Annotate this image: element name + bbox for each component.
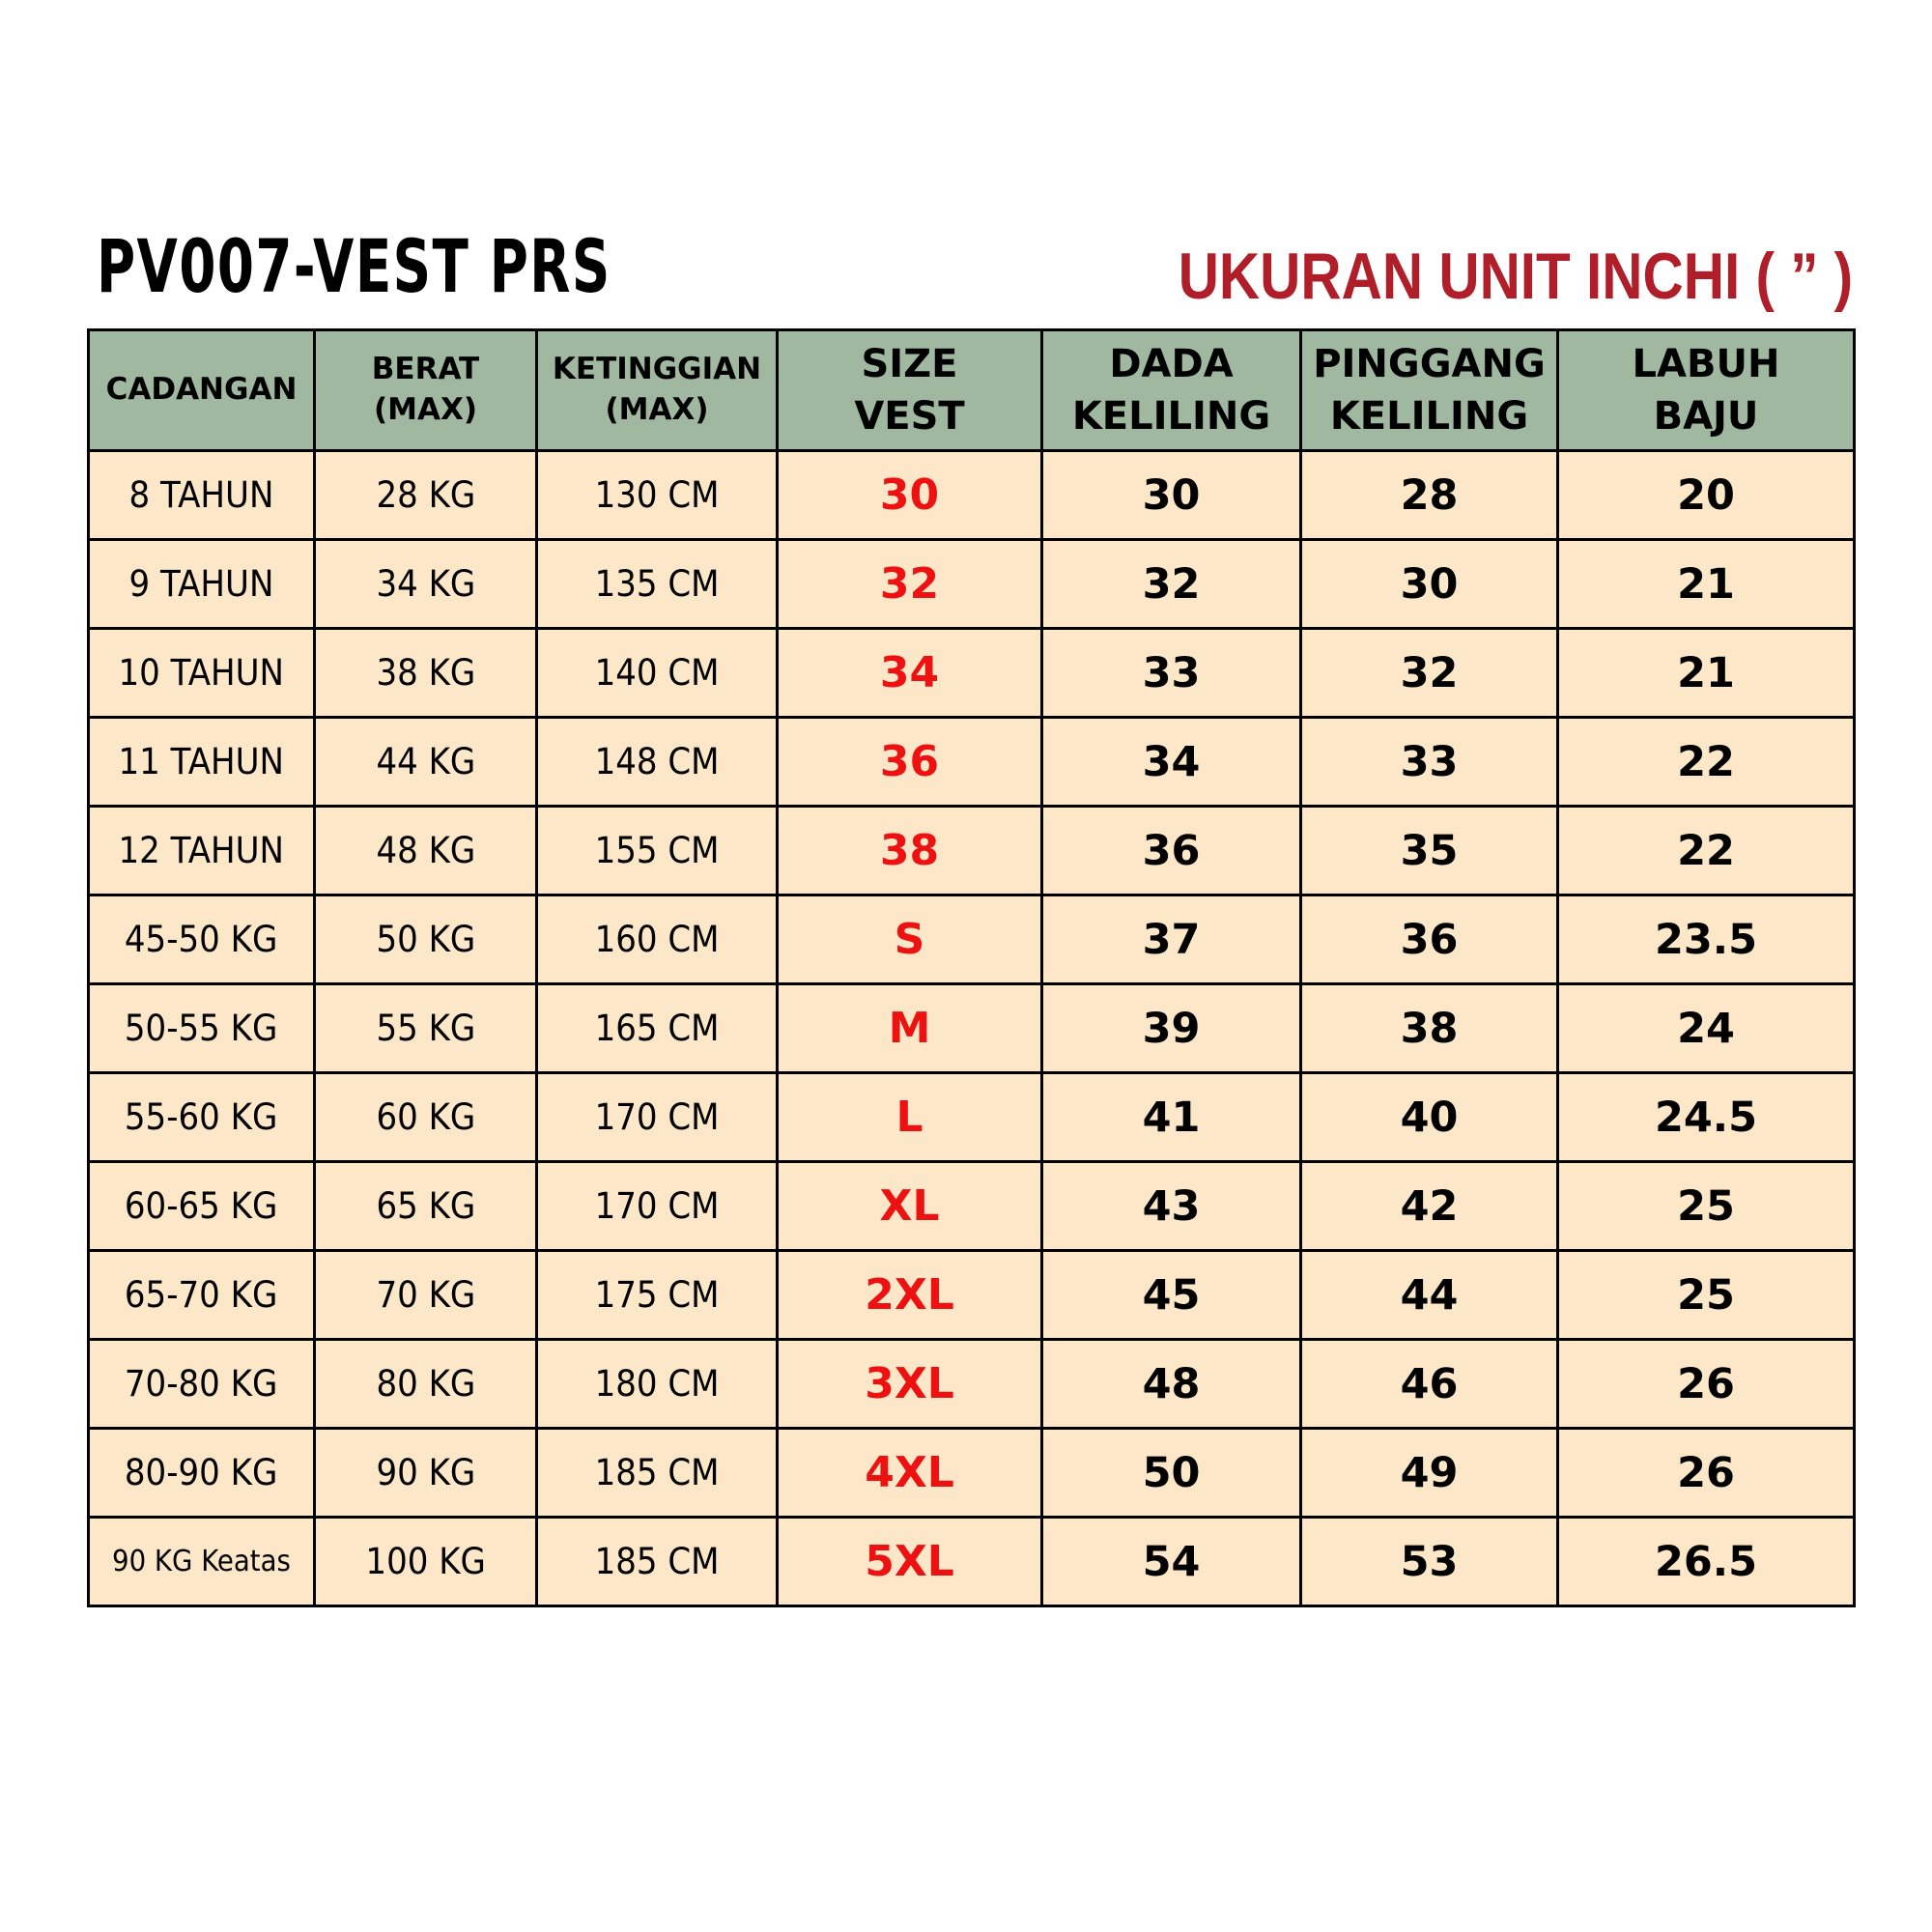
- cell-cadangan: 11 TAHUN: [89, 718, 315, 807]
- table-row: [89, 451, 1855, 540]
- cell-berat: 48 KG: [315, 807, 537, 895]
- cell-ketinggian: 175 CM: [537, 1251, 778, 1340]
- cell-size-vest: 34: [778, 629, 1042, 718]
- cell-dada-keliling: 48: [1042, 1340, 1301, 1429]
- table-row: [89, 1073, 1855, 1162]
- cell-cadangan: 65-70 KG: [89, 1251, 315, 1340]
- column-header-pinggang-keliling: PINGGANG KELILING: [1301, 330, 1558, 451]
- cell-dada-keliling: 33: [1042, 629, 1301, 718]
- table-row: [89, 807, 1855, 895]
- table-row: [89, 1340, 1855, 1429]
- column-header-size-vest: SIZE VEST: [778, 330, 1042, 451]
- cell-berat: 28 KG: [315, 451, 537, 540]
- cell-berat: 55 KG: [315, 984, 537, 1073]
- cell-cadangan: 70-80 KG: [89, 1340, 315, 1429]
- table-row: [89, 984, 1855, 1073]
- cell-pinggang-keliling: 40: [1301, 1073, 1558, 1162]
- cell-size-vest: M: [778, 984, 1042, 1073]
- cell-pinggang-keliling: 42: [1301, 1162, 1558, 1251]
- cell-cadangan: 45-50 KG: [89, 895, 315, 984]
- cell-berat: 90 KG: [315, 1429, 537, 1518]
- cell-ketinggian: 185 CM: [537, 1429, 778, 1518]
- cell-ketinggian: 185 CM: [537, 1518, 778, 1606]
- cell-size-vest: 38: [778, 807, 1042, 895]
- cell-ketinggian: 160 CM: [537, 895, 778, 984]
- cell-ketinggian: 170 CM: [537, 1162, 778, 1251]
- cell-pinggang-keliling: 33: [1301, 718, 1558, 807]
- unit-note: UKURAN UNIT INCHI ( ” ): [1178, 240, 1853, 313]
- cell-labuh-baju: 22: [1558, 807, 1855, 895]
- cell-pinggang-keliling: 38: [1301, 984, 1558, 1073]
- cell-ketinggian: 155 CM: [537, 807, 778, 895]
- cell-size-vest: 2XL: [778, 1251, 1042, 1340]
- cell-labuh-baju: 24.5: [1558, 1073, 1855, 1162]
- cell-cadangan: 9 TAHUN: [89, 540, 315, 629]
- cell-dada-keliling: 45: [1042, 1251, 1301, 1340]
- cell-ketinggian: 165 CM: [537, 984, 778, 1073]
- cell-size-vest: 36: [778, 718, 1042, 807]
- cell-size-vest: 30: [778, 451, 1042, 540]
- cell-berat: 44 KG: [315, 718, 537, 807]
- page-title: PV007-VEST PRS: [97, 223, 611, 309]
- cell-cadangan: 12 TAHUN: [89, 807, 315, 895]
- cell-dada-keliling: 36: [1042, 807, 1301, 895]
- table-row: [89, 1429, 1855, 1518]
- cell-cadangan: 90 KG Keatas: [89, 1518, 315, 1606]
- cell-pinggang-keliling: 30: [1301, 540, 1558, 629]
- cell-size-vest: 4XL: [778, 1429, 1042, 1518]
- cell-pinggang-keliling: 36: [1301, 895, 1558, 984]
- table-row: [89, 629, 1855, 718]
- cell-cadangan: 60-65 KG: [89, 1162, 315, 1251]
- column-header-labuh-baju: LABUH BAJU: [1558, 330, 1855, 451]
- column-header-dada-keliling: DADA KELILING: [1042, 330, 1301, 451]
- cell-labuh-baju: 24: [1558, 984, 1855, 1073]
- cell-labuh-baju: 25: [1558, 1162, 1855, 1251]
- cell-ketinggian: 170 CM: [537, 1073, 778, 1162]
- cell-pinggang-keliling: 46: [1301, 1340, 1558, 1429]
- cell-berat: 80 KG: [315, 1340, 537, 1429]
- cell-pinggang-keliling: 53: [1301, 1518, 1558, 1606]
- cell-size-vest: 3XL: [778, 1340, 1042, 1429]
- cell-berat: 100 KG: [315, 1518, 537, 1606]
- table-row: [89, 1162, 1855, 1251]
- cell-pinggang-keliling: 28: [1301, 451, 1558, 540]
- cell-labuh-baju: 26.5: [1558, 1518, 1855, 1606]
- cell-cadangan: 50-55 KG: [89, 984, 315, 1073]
- cell-labuh-baju: 21: [1558, 629, 1855, 718]
- table-row: [89, 895, 1855, 984]
- cell-dada-keliling: 41: [1042, 1073, 1301, 1162]
- cell-dada-keliling: 32: [1042, 540, 1301, 629]
- column-header-berat: BERAT (MAX): [315, 330, 537, 451]
- column-header-ketinggian: KETINGGIAN (MAX): [537, 330, 778, 451]
- cell-pinggang-keliling: 32: [1301, 629, 1558, 718]
- size-chart-table: [87, 328, 1856, 1607]
- cell-size-vest: XL: [778, 1162, 1042, 1251]
- cell-cadangan: 55-60 KG: [89, 1073, 315, 1162]
- cell-dada-keliling: 34: [1042, 718, 1301, 807]
- cell-size-vest: S: [778, 895, 1042, 984]
- cell-ketinggian: 148 CM: [537, 718, 778, 807]
- table-header-row: [89, 330, 1855, 451]
- cell-labuh-baju: 26: [1558, 1429, 1855, 1518]
- cell-labuh-baju: 20: [1558, 451, 1855, 540]
- table-row: [89, 1251, 1855, 1340]
- cell-cadangan: 80-90 KG: [89, 1429, 315, 1518]
- cell-berat: 34 KG: [315, 540, 537, 629]
- cell-ketinggian: 140 CM: [537, 629, 778, 718]
- cell-pinggang-keliling: 49: [1301, 1429, 1558, 1518]
- cell-pinggang-keliling: 44: [1301, 1251, 1558, 1340]
- cell-labuh-baju: 23.5: [1558, 895, 1855, 984]
- cell-cadangan: 8 TAHUN: [89, 451, 315, 540]
- cell-size-vest: 32: [778, 540, 1042, 629]
- cell-pinggang-keliling: 35: [1301, 807, 1558, 895]
- cell-size-vest: 5XL: [778, 1518, 1042, 1606]
- cell-berat: 70 KG: [315, 1251, 537, 1340]
- cell-dada-keliling: 50: [1042, 1429, 1301, 1518]
- cell-berat: 65 KG: [315, 1162, 537, 1251]
- cell-dada-keliling: 39: [1042, 984, 1301, 1073]
- cell-ketinggian: 130 CM: [537, 451, 778, 540]
- cell-ketinggian: 180 CM: [537, 1340, 778, 1429]
- column-header-cadangan: CADANGAN: [89, 330, 315, 451]
- cell-dada-keliling: 30: [1042, 451, 1301, 540]
- cell-dada-keliling: 37: [1042, 895, 1301, 984]
- cell-berat: 60 KG: [315, 1073, 537, 1162]
- cell-dada-keliling: 54: [1042, 1518, 1301, 1606]
- table-row: [89, 1518, 1855, 1606]
- cell-labuh-baju: 25: [1558, 1251, 1855, 1340]
- cell-ketinggian: 135 CM: [537, 540, 778, 629]
- cell-labuh-baju: 21: [1558, 540, 1855, 629]
- table-row: [89, 540, 1855, 629]
- cell-berat: 50 KG: [315, 895, 537, 984]
- cell-cadangan: 10 TAHUN: [89, 629, 315, 718]
- cell-dada-keliling: 43: [1042, 1162, 1301, 1251]
- cell-labuh-baju: 22: [1558, 718, 1855, 807]
- cell-size-vest: L: [778, 1073, 1042, 1162]
- cell-berat: 38 KG: [315, 629, 537, 718]
- cell-labuh-baju: 26: [1558, 1340, 1855, 1429]
- table-row: [89, 718, 1855, 807]
